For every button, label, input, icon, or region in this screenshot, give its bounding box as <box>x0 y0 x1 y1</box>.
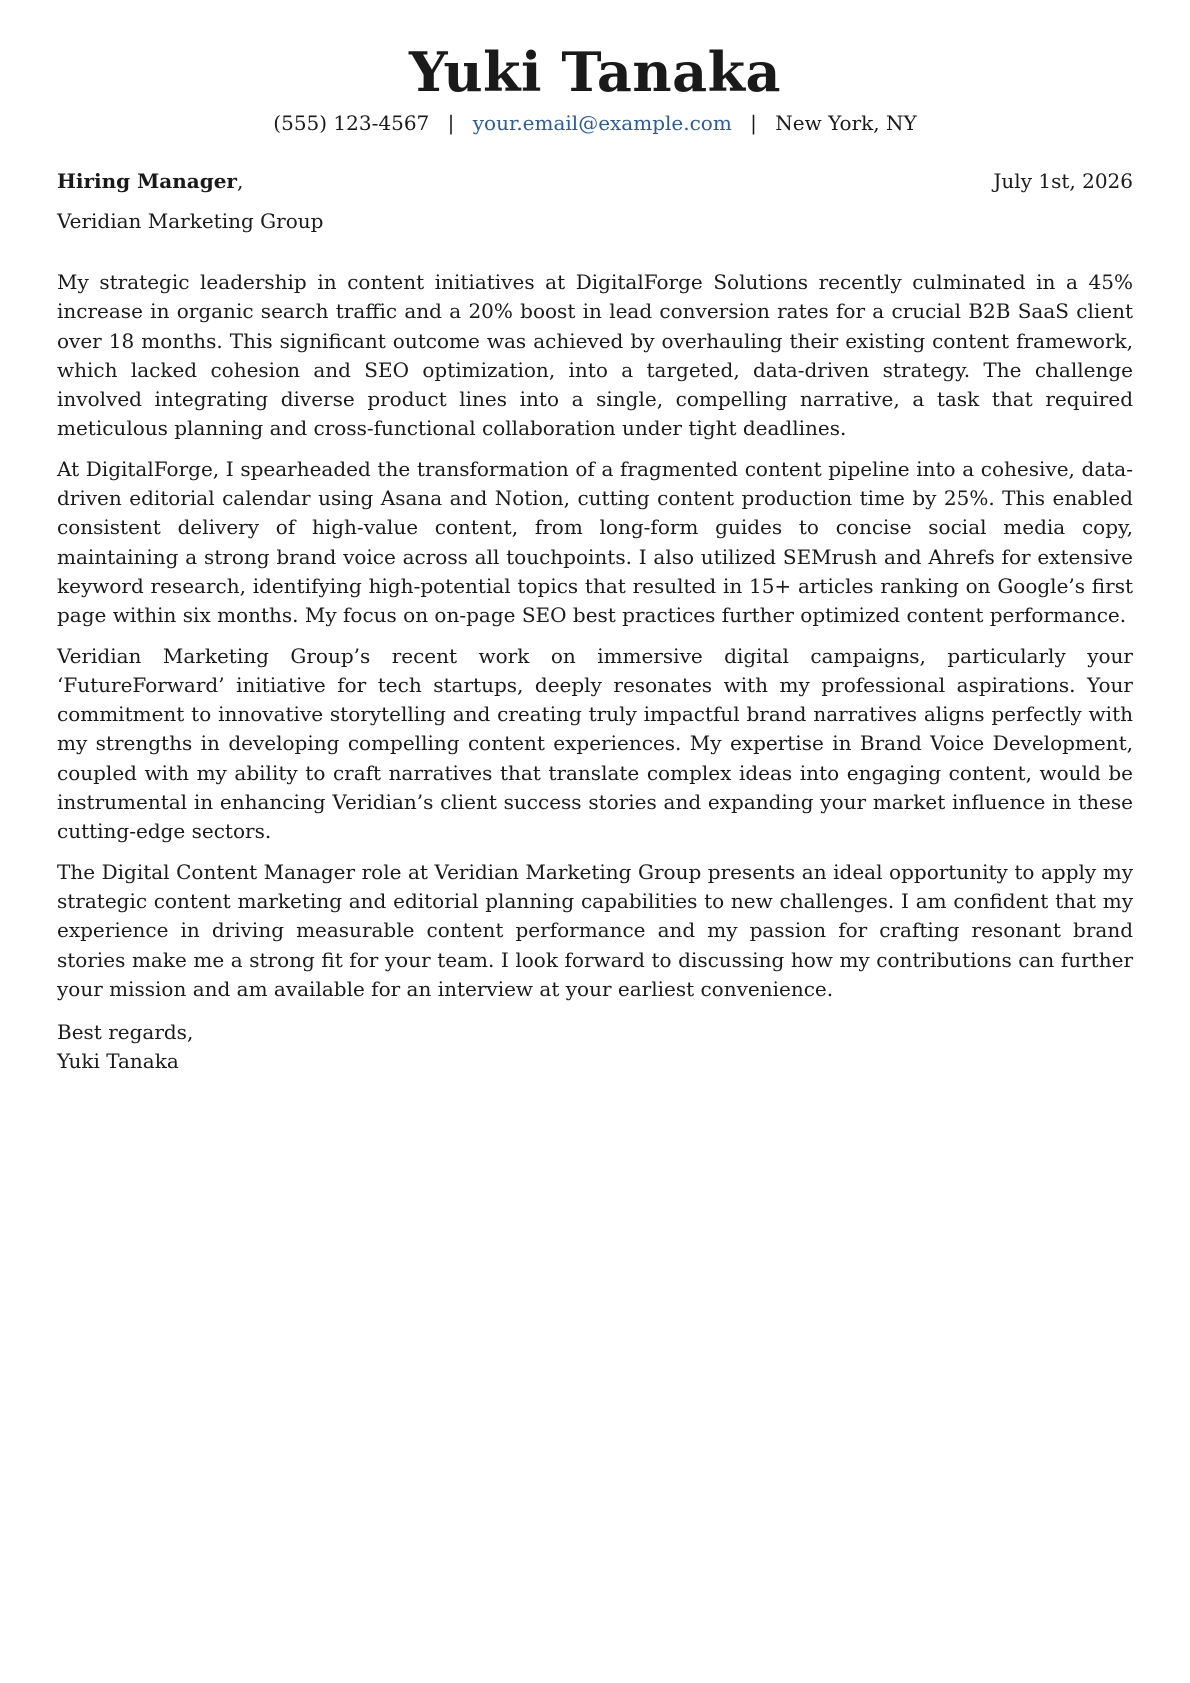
location: New York, NY <box>775 111 917 135</box>
body-paragraph: My strategic leadership in content initiatives at DigitalForge Solutions recently culminated in a 45% increase in organic search traffic and a 20% boost in lead conversion rates for a crucial B2B SaaS client over 18 months. This significant outcome was achieved by overhauling their existing content framework, which lacked cohesion and SEO optimization, into a targeted, data-driven strategy. The challenge involved integrating diverse product lines into a single, compelling narrative, a task that required meticulous planning and cross-functional collaboration under tight deadlines. <box>57 270 1133 441</box>
closing-salutation: Best regards, <box>57 1020 194 1045</box>
contact-separator: | <box>750 111 757 135</box>
phone-number: (555) 123-4567 <box>273 111 430 135</box>
body-paragraph: At DigitalForge, I spearheaded the transformation of a fragmented content pipeline into a cohesive, data-driven editorial calendar using Asana and Notion, cutting content production time by 25%. This enabled consistent delivery of high-value content, from long-form guides to concise social media copy, maintaining a strong brand voice across all touchpoints. I also utilized SEMrush and Ahrefs for extensive keyword research, identifying high-potential topics that resulted in 15+ articles ranking on Google’s first page within six months. My focus on on-page SEO best practices further optimized content performance. <box>57 456 1133 628</box>
signature-name: Yuki Tanaka <box>57 1049 179 1074</box>
closing-block <box>57 1018 1133 1077</box>
recipient-line <box>57 166 243 196</box>
applicant-name: Yuki Tanaka <box>408 40 781 104</box>
body-paragraph: The Digital Content Manager role at Veridian Marketing Group presents an ideal opportunity to apply my strategic content marketing and editorial planning capabilities to new challenges. I am confident that my experience in driving measurable content performance and my passion for crafting resonant brand stories make me a strong fit for your team. I look forward to discussing how my contributions can further your mission and am available for an interview at your earliest convenience. <box>57 859 1133 1001</box>
contact-line <box>57 108 1133 138</box>
email-link[interactable]: your.email@example.com <box>472 111 732 135</box>
letter-date: July 1st, 2026 <box>993 169 1133 193</box>
letter-body <box>57 268 1133 1004</box>
recipient-name: Hiring Manager <box>57 169 237 193</box>
recipient-company: Veridian Marketing Group <box>57 209 324 233</box>
recipient-date-row <box>57 166 1133 196</box>
cover-letter <box>57 40 1133 1077</box>
body-paragraph: Veridian Marketing Group’s recent work on immersive digital campaigns, particularly your ‘FutureForward’ initiative for tech startups, deeply resonates with my professional aspirations. Your commitment to innovative storytelling and creating truly impactful brand narratives aligns perfectly with my strengths in developing compelling content experiences. My expertise in Brand Voice Development, coupled with my ability to craft narratives that translate complex ideas into engaging content, would be instrumental in enhancing Veridian’s client success stories and expanding your market influence in these cutting-edge sectors. <box>57 643 1133 844</box>
contact-separator: | <box>447 111 455 135</box>
recipient-name-suffix: , <box>236 169 244 193</box>
